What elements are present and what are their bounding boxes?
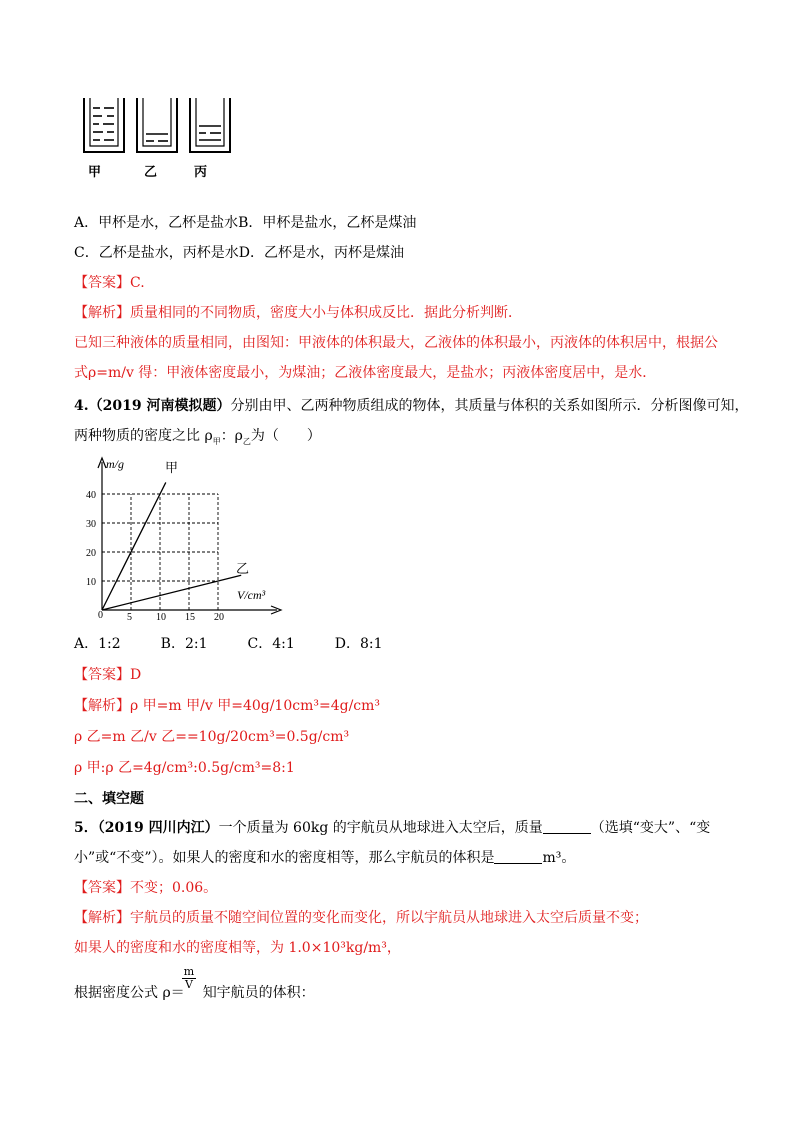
analysis-calc-1: ρ 甲=m 甲/v 甲=40g/10cm³=4g/cm³ <box>130 698 381 714</box>
beaker-jia <box>84 98 124 152</box>
q3-answer <box>74 273 145 293</box>
q3-option-row-2 <box>74 243 404 263</box>
x-tick-label: 20 <box>214 612 224 622</box>
q5-stem-text: 一个质量为 60kg 的宇航员从地球进入太空后，质量 <box>218 820 543 836</box>
q4-stem-text: 分别由甲、乙两种物质组成的物体，其质量与体积的关系如图所示．分析图像可知， <box>230 398 749 414</box>
y-tick-label: 10 <box>86 577 96 588</box>
beakers-figure <box>80 96 240 182</box>
graph-series <box>102 482 241 610</box>
beaker-bing <box>190 98 230 152</box>
q4-stem-part: 两种物质的密度之比 ρ <box>74 428 213 444</box>
q5-analysis-2: 如果人的密度和水的密度相等，为 1.0×10³kg/m³， <box>74 940 401 956</box>
q4-option-d: D．8:1 <box>334 636 383 652</box>
q3-option-row-1 <box>74 213 416 233</box>
series-line-yi <box>102 575 241 610</box>
analysis-tag: 【解析】 <box>74 305 130 321</box>
subscript-jia: 甲 <box>212 436 221 446</box>
cup-label-bing: 丙 <box>194 165 208 180</box>
y-axis-label: m/g <box>106 457 124 471</box>
q3-option-d: D．乙杯是水，丙杯是煤油 <box>238 245 404 261</box>
origin-label: 0 <box>98 610 103 621</box>
answer-tag: 【答案】 <box>74 667 130 683</box>
q3-option-a: A．甲杯是水，乙杯是盐水 <box>74 215 239 231</box>
q4-answer <box>74 665 141 685</box>
analysis-tag: 【解析】 <box>74 910 130 926</box>
series-label-jia: 甲 <box>165 460 179 475</box>
q3-option-b: B．甲杯是盐水，乙杯是煤油 <box>238 215 417 231</box>
q3-analysis-2: 已知三种液体的质量相同，由图知：甲液体的体积最大，乙液体的体积最小，丙液体的体积居中，根据公 <box>74 335 718 351</box>
q4-option-c: C．4:1 <box>247 636 295 652</box>
q4-option-a: A．1:2 <box>74 636 121 652</box>
q5-answer <box>74 878 217 898</box>
y-tick-label: 40 <box>86 490 96 501</box>
section-title: 二、填空题 <box>74 791 144 807</box>
analysis-text: 宇航员的质量不随空间位置的变化而变化，所以宇航员从地球进入太空后质量不变； <box>130 910 648 926</box>
q4-stem-part: 为（ ） <box>250 428 321 444</box>
q3-analysis-1 <box>74 303 522 323</box>
q4-options <box>74 634 383 654</box>
answer-tag: 【答案】 <box>74 275 130 291</box>
answer-text: C. <box>130 275 145 291</box>
q4-stem-2 <box>74 426 321 452</box>
q5-source: （2019 四川内江） <box>97 820 219 836</box>
q5-stem-2 <box>74 848 575 868</box>
q5-analysis-1 <box>74 908 648 928</box>
q4-stem-part: ：ρ <box>220 428 243 444</box>
q4-stem-1 <box>74 396 748 416</box>
q5-stem-text: 小”或“不变”）。如果人的密度和水的密度相等，那么宇航员的体积是 <box>74 850 495 866</box>
analysis-tag: 【解析】 <box>74 698 130 714</box>
fraction-numerator: m <box>183 965 195 978</box>
graph-ticks <box>86 490 224 622</box>
x-tick-label: 15 <box>185 612 195 622</box>
x-tick-label: 10 <box>156 612 166 622</box>
q5-number: 5． <box>74 820 98 836</box>
analysis-text: 根据密度公式 ρ＝ <box>74 985 185 1001</box>
y-tick-label: 30 <box>86 519 96 530</box>
answer-blank-2[interactable] <box>494 849 542 864</box>
density-fraction <box>182 966 196 991</box>
q5-stem-text: （选填“变大”、“变 <box>590 820 711 836</box>
x-axis-label: V/cm³ <box>237 588 266 602</box>
mass-volume-graph <box>72 452 292 622</box>
q4-number: 4. <box>74 398 89 414</box>
q4-analysis-2: ρ 乙=m 乙/v 乙==10g/20cm³=0.5g/cm³ <box>74 729 350 745</box>
q3-option-c: C．乙杯是盐水，丙杯是水 <box>74 245 239 261</box>
x-tick-label: 5 <box>127 612 132 622</box>
graph-grid <box>102 494 218 610</box>
answer-text: 不变；0.06。 <box>130 880 218 896</box>
y-tick-label: 20 <box>86 548 96 559</box>
q5-stem-1 <box>74 818 710 838</box>
beaker-yi <box>137 98 177 152</box>
analysis-text: 知宇航员的体积： <box>202 985 315 1001</box>
q4-source: （2019 河南模拟题） <box>88 398 231 414</box>
cup-label-yi: 乙 <box>144 165 158 180</box>
fraction-denominator: V <box>182 978 196 991</box>
cup-label-jia: 甲 <box>88 165 102 180</box>
q3-analysis-3: 式ρ=m/v 得：甲液体密度最小，为煤油；乙液体密度最大，是盐水；丙液体密度居中，是水． <box>74 365 657 381</box>
analysis-text: 质量相同的不同物质，密度大小与体积成反比．据此分析判断． <box>130 305 522 321</box>
q4-option-b: B．2:1 <box>160 636 208 652</box>
subscript-yi: 乙 <box>242 436 251 446</box>
series-label-yi: 乙 <box>236 561 250 576</box>
series-line-jia <box>102 482 166 610</box>
q4-analysis-1 <box>74 696 380 716</box>
answer-tag: 【答案】 <box>74 880 130 896</box>
q5-stem-text: m³。 <box>542 850 576 866</box>
answer-text: D <box>130 667 142 683</box>
q4-analysis-3: ρ 甲:ρ 乙=4g/cm³:0.5g/cm³=8:1 <box>74 760 295 776</box>
answer-blank-1[interactable] <box>543 819 591 834</box>
